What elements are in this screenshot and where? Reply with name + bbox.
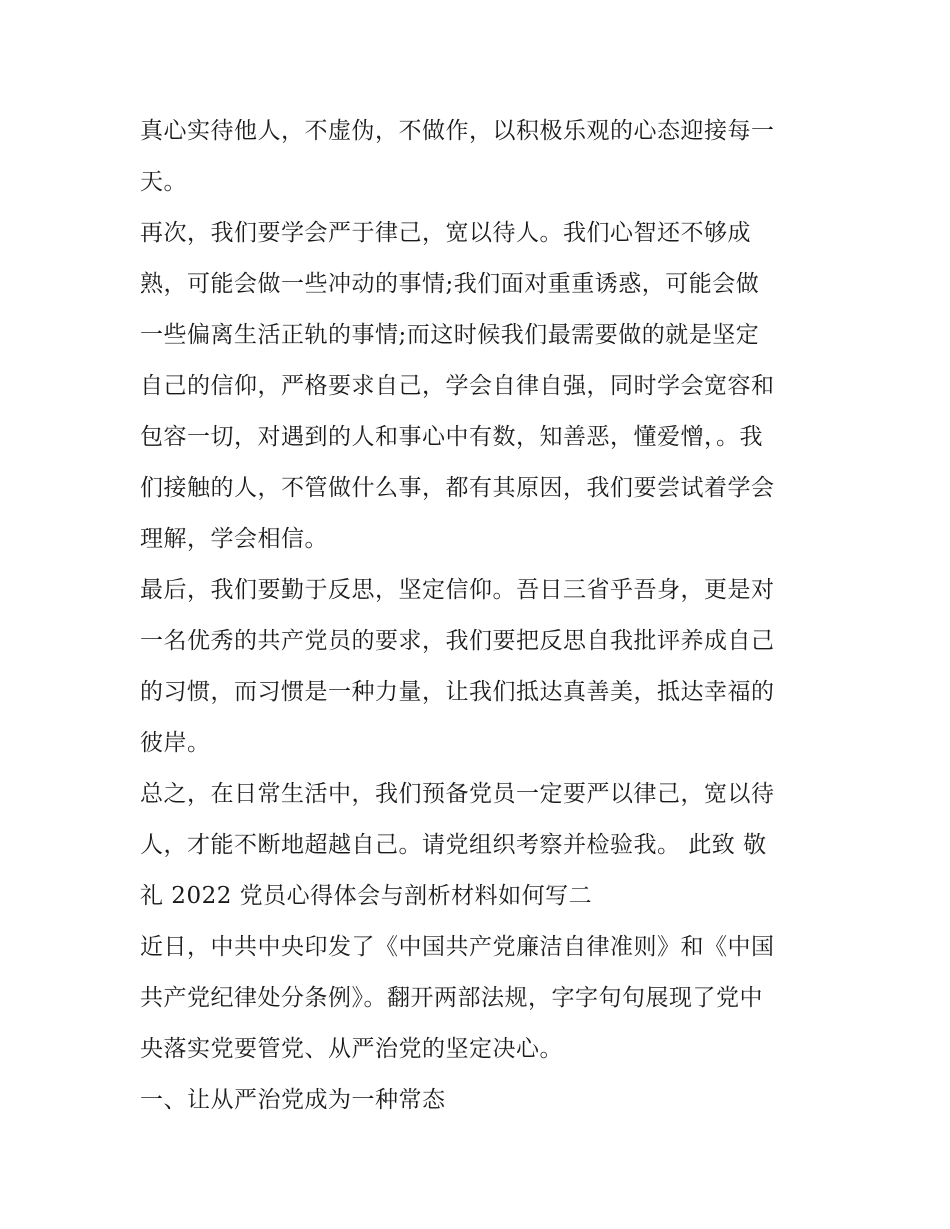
text-line: 一名优秀的共产党员的要求，我们要把反思自我批评养成自己: [140, 628, 775, 654]
text-line: 总之，在日常生活中，我们预备党员一定要严以律己，宽以待: [140, 781, 775, 807]
text-line: 共产党纪律处分条例》。翻开两部法规，字字句句展现了党中: [140, 985, 763, 1011]
text-line: 真心实待他人，不虚伪，不做作，以积极乐观的心态迎接每一: [140, 118, 775, 144]
text-line: 央落实党要管党、从严治党的坚定决心。: [140, 1036, 563, 1062]
text-line: 再次，我们要学会严于律己，宽以待人。我们心智还不够成: [140, 220, 751, 246]
text-line: 近日，中共中央印发了《中国共产党廉洁自律准则》和《中国: [140, 934, 775, 960]
text-line: 理解，学会相信。: [140, 526, 328, 552]
text-line: 最后，我们要勤于反思，坚定信仰。吾日三省乎吾身，更是对: [140, 577, 775, 603]
text-line: 们接触的人，不管做什么事，都有其原因，我们要尝试着学会: [140, 475, 775, 501]
text-line: 的习惯，而习惯是一种力量，让我们抵达真善美，抵达幸福的: [140, 679, 775, 705]
text-line: 人，才能不断地超越自己。请党组织考察并检验我。 此致 敬: [140, 832, 767, 858]
text-line: 熟，可能会做一些冲动的事情;我们面对重重诱惑，可能会做: [140, 271, 760, 297]
text-line: 礼 2022 党员心得体会与剖析材料如何写二: [140, 883, 593, 909]
text-line: 彼岸。: [140, 730, 211, 756]
body-text: [140, 106, 820, 1126]
text-line: 一些偏离生活正轨的事情;而这时候我们最需要做的就是坚定: [140, 322, 760, 348]
text-line: 天。: [140, 169, 187, 195]
text-line: 包容一切，对遇到的人和事心中有数，知善恶，懂爱憎，。我: [140, 424, 763, 450]
section-heading: 一、让从严治党成为一种常态: [140, 1087, 446, 1113]
text-line: 自己的信仰，严格要求自己，学会自律自强，同时学会宽容和: [140, 373, 775, 399]
